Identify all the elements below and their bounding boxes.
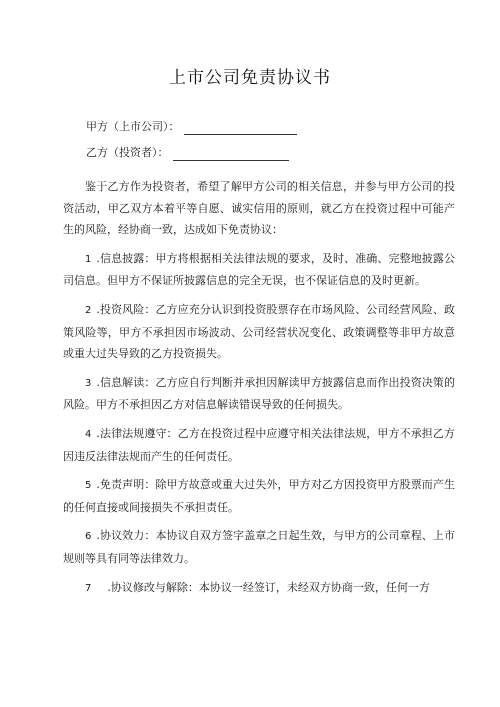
clause-number: 7 bbox=[85, 582, 92, 594]
intro-paragraph: 鉴于乙方作为投资者，希望了解甲方公司的相关信息，并参与甲方公司的投资活动，甲乙双方本着平等自愿、诚实信用的原则，就乙方在投资过程中可能产生的风险，经协商一致，达成如下免责协议： bbox=[63, 180, 455, 237]
clause-number: 1 bbox=[85, 253, 92, 265]
agreement-body bbox=[63, 176, 455, 606]
clause-text: .免责声明：除甲方故意或重大过失外，甲方对乙方因投资甲方股票而产生的任何直接或间接损失不承担责任。 bbox=[63, 478, 455, 514]
clause-text: .信息披露：甲方将根据相关法律法规的要求，及时、准确、完整地披露公司信息。但甲方不保证所披露信息的完全无误，也不保证信息的及时更新。 bbox=[63, 251, 455, 288]
clause-number: 3 bbox=[85, 377, 92, 389]
party-b-blank bbox=[173, 149, 289, 161]
clause-text: .协议修改与解除：本协议一经签订，未经双方协商一致，任何一方 bbox=[107, 580, 430, 594]
party-b-label: 乙方（投资者）： bbox=[86, 146, 169, 159]
clause-5 bbox=[63, 474, 455, 518]
clause-number: 5 bbox=[85, 480, 92, 492]
clause-number: 6 bbox=[85, 531, 92, 543]
clause-6 bbox=[63, 525, 455, 569]
party-b-line bbox=[86, 145, 289, 161]
clause-2 bbox=[63, 299, 455, 365]
clause-3 bbox=[63, 372, 455, 416]
party-a-line bbox=[86, 119, 297, 135]
clause-text: .投资风险：乙方应充分认识到投资股票存在市场风险、公司经营风险、政策风险等，甲方不承担因市场波动、公司经营状况变化、政策调整等非甲方故意或重大过失导致的乙方投资损失。 bbox=[63, 302, 455, 361]
clause-text: .协议效力：本协议自双方签字盖章之日起生效，与甲方的公司章程、上市规则等具有同等法律效力。 bbox=[63, 529, 455, 565]
clause-text: .法律法规遵守：乙方在投资过程中应遵守相关法律法规，甲方不承担乙方因违反法律法规而产生的任何责任。 bbox=[63, 426, 455, 463]
document-title: 上市公司免责协议书 bbox=[169, 68, 331, 88]
clause-text: .信息解读：乙方应自行判断并承担因解读甲方披露信息而作出投资决策的风险。甲方不承担因乙方对信息解读错误导致的任何损失。 bbox=[63, 375, 455, 412]
party-a-blank bbox=[184, 123, 297, 135]
clause-number: 2 bbox=[85, 304, 92, 316]
clause-1 bbox=[63, 248, 455, 292]
clause-7 bbox=[63, 577, 455, 600]
clause-number: 4 bbox=[85, 428, 92, 440]
clause-4 bbox=[63, 423, 455, 467]
party-a-label: 甲方（上市公司）： bbox=[86, 120, 180, 133]
